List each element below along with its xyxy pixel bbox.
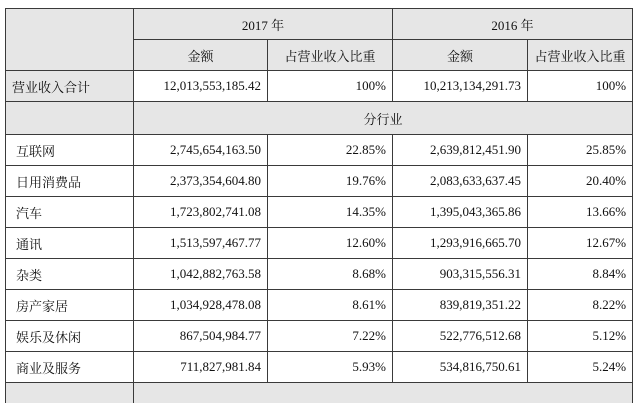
row-amount-2016: 534,816,750.61 <box>393 352 528 383</box>
row-amount-2016: 2,639,812,451.90 <box>393 135 528 166</box>
row-label: 商业及服务 <box>6 352 134 383</box>
table-row <box>6 166 633 197</box>
row-ratio-2017: 12.60% <box>268 228 393 259</box>
cut-off-cell <box>134 383 633 403</box>
total-amount-2016: 10,213,134,291.73 <box>393 71 528 102</box>
corner-cell <box>6 9 134 71</box>
ratio-2017-header: 占营业收入比重 <box>268 40 393 71</box>
row-amount-2017: 2,745,654,163.50 <box>134 135 268 166</box>
row-ratio-2016: 25.85% <box>528 135 633 166</box>
revenue-table <box>5 8 633 403</box>
row-label: 日用消费品 <box>6 166 134 197</box>
section-row <box>6 102 633 135</box>
row-ratio-2017: 14.35% <box>268 197 393 228</box>
row-ratio-2017: 8.61% <box>268 290 393 321</box>
row-amount-2017: 1,042,882,763.58 <box>134 259 268 290</box>
year-header-row <box>6 9 633 40</box>
row-amount-2016: 1,395,043,365.86 <box>393 197 528 228</box>
row-ratio-2017: 8.68% <box>268 259 393 290</box>
row-amount-2016: 839,819,351.22 <box>393 290 528 321</box>
row-ratio-2016: 5.12% <box>528 321 633 352</box>
section-blank-cell <box>6 102 134 135</box>
row-amount-2016: 1,293,916,665.70 <box>393 228 528 259</box>
row-label: 通讯 <box>6 228 134 259</box>
row-label: 房产家居 <box>6 290 134 321</box>
row-ratio-2016: 12.67% <box>528 228 633 259</box>
row-amount-2016: 2,083,633,637.45 <box>393 166 528 197</box>
row-amount-2017: 867,504,984.77 <box>134 321 268 352</box>
total-ratio-2017: 100% <box>268 71 393 102</box>
row-amount-2017: 1,513,597,467.77 <box>134 228 268 259</box>
total-amount-2017: 12,013,553,185.42 <box>134 71 268 102</box>
table-row <box>6 321 633 352</box>
row-label: 互联网 <box>6 135 134 166</box>
row-amount-2017: 711,827,981.84 <box>134 352 268 383</box>
total-ratio-2016: 100% <box>528 71 633 102</box>
table-row <box>6 135 633 166</box>
cut-off-row <box>6 383 633 403</box>
table-row <box>6 197 633 228</box>
year-2016-header: 2016 年 <box>393 9 633 40</box>
row-ratio-2017: 7.22% <box>268 321 393 352</box>
row-label: 杂类 <box>6 259 134 290</box>
table-row <box>6 290 633 321</box>
row-ratio-2016: 13.66% <box>528 197 633 228</box>
row-ratio-2016: 8.84% <box>528 259 633 290</box>
total-row <box>6 71 633 102</box>
row-ratio-2017: 5.93% <box>268 352 393 383</box>
section-label: 分行业 <box>134 102 633 135</box>
row-ratio-2016: 8.22% <box>528 290 633 321</box>
ratio-2016-header: 占营业收入比重 <box>528 40 633 71</box>
cut-off-cell <box>6 383 134 403</box>
row-amount-2016: 903,315,556.31 <box>393 259 528 290</box>
row-ratio-2017: 22.85% <box>268 135 393 166</box>
year-2017-header: 2017 年 <box>134 9 393 40</box>
row-ratio-2016: 5.24% <box>528 352 633 383</box>
row-ratio-2016: 20.40% <box>528 166 633 197</box>
row-amount-2017: 2,373,354,604.80 <box>134 166 268 197</box>
amount-2016-header: 金额 <box>393 40 528 71</box>
row-ratio-2017: 19.76% <box>268 166 393 197</box>
row-amount-2017: 1,723,802,741.08 <box>134 197 268 228</box>
table-row <box>6 259 633 290</box>
amount-2017-header: 金额 <box>134 40 268 71</box>
table-row <box>6 352 633 383</box>
table-row <box>6 228 633 259</box>
row-label: 娱乐及休闲 <box>6 321 134 352</box>
row-amount-2016: 522,776,512.68 <box>393 321 528 352</box>
row-amount-2017: 1,034,928,478.08 <box>134 290 268 321</box>
total-label: 营业收入合计 <box>6 71 134 102</box>
row-label: 汽车 <box>6 197 134 228</box>
